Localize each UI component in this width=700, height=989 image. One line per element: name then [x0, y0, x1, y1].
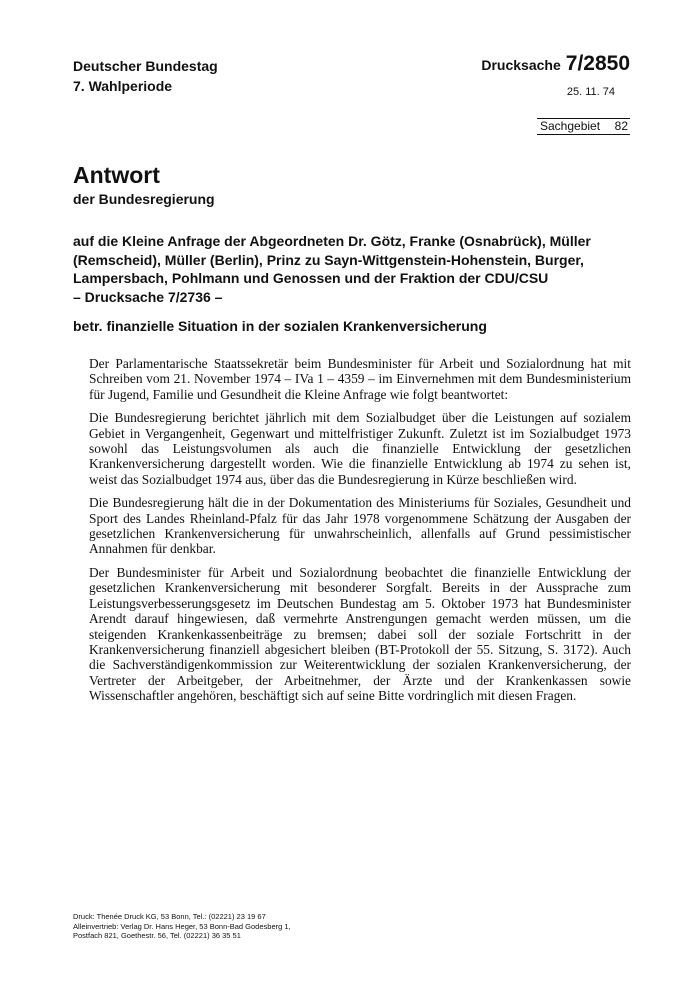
- sachgebiet-number: 82: [614, 119, 628, 133]
- printer-footer: [73, 912, 291, 941]
- document-title: Antwort: [73, 162, 160, 188]
- drucksache-row: [470, 52, 630, 76]
- body-paragraph: Die Bundesregierung hält die in der Dokumentation des Ministeriums für Soziales, Gesundheit und Sport des Landes Rheinland-Pfalz für das Jahr 1978 vorgenommene Schätzung der Ausgaben der gesetzlichen Krankenversicherung für unwahrscheinlich, allenfalls auf Grund pessimistischer Annahmen für denkbar.: [89, 495, 631, 557]
- anfrage-line: Lampersbach, Pohlmann und Genossen und der Fraktion der CDU/CSU: [73, 270, 549, 286]
- body-paragraph: Der Bundesminister für Arbeit und Sozialordnung beobachtet die finanzielle Entwicklung der gesetzlichen Krankenversicherung mit besonderer Sorgfalt. Bereits in der Aussprache zum Leistungsverbesserungsgesetz im Deutschen Bundestag am 5. Oktober 1973 hat Bundesminister Arendt darauf hingewiesen, daß vermehrte Anstrengungen gemacht werden müssen, um die steigenden Krankenkassenbeiträge zu bremsen; dabei soll der soziale Fortschritt in der Krankenversicherung finanziell abgesichert bleiben (BT-Protokoll der 55. Sitzung, S. 3172). Auch die Sachverständigenkommission zur Weiterentwicklung der sozialen Krankenversicherung, der Vertreter der Arbeitgeber, der Arbeitnehmer, der Ärzte und der Krankenkassen sowie Wissenschaftler angehören, beschäftigt sich auf seine Bitte vordringlich mit diesen Fragen.: [89, 564, 631, 704]
- legislative-period: 7. Wahlperiode: [73, 78, 173, 94]
- drucksache-number: 7/2850: [565, 52, 630, 75]
- institution-name: Deutscher Bundestag: [73, 58, 218, 74]
- sachgebiet-box: [537, 118, 630, 135]
- anfrage-line: auf die Kleine Anfrage der Abgeordneten Dr. Götz, Franke (Osnabrück), Müller: [73, 233, 591, 249]
- footer-line: Alleinvertrieb: Verlag Dr. Hans Heger, 53 Bonn-Bad Godesberg 1,: [73, 921, 291, 931]
- document-date: 25. 11. 74: [566, 86, 615, 98]
- sachgebiet-label: Sachgebiet: [540, 119, 601, 133]
- drucksache-label: Drucksache: [481, 57, 561, 73]
- betreff-line: betr. finanzielle Situation in der sozialen Krankenversicherung: [73, 318, 487, 334]
- anfrage-heading: [73, 232, 633, 306]
- document-header-right: [470, 52, 630, 98]
- document-header-left: [73, 56, 218, 96]
- anfrage-line: (Remscheid), Müller (Berlin), Prinz zu Sayn-Wittgenstein-Hohenstein, Burger,: [73, 251, 584, 268]
- body-paragraph: Die Bundesregierung berichtet jährlich mit dem Sozialbudget über die Leistungen auf sozialem Gebiet in Vergangenheit, Gegenwart und mittelfristiger Zukunft. Zuletzt ist im Sozialbudget 1973 sowohl das Leistungsvolumen als auch die finanzielle Entwicklung der gesetzlichen Krankenversicherung dargestellt worden. Wie die finanzielle Entwicklung ab 1974 zu sehen ist, weist das Sozialbudget 1974 aus, über das die Bundesregierung in Kürze beschließen wird.: [89, 410, 631, 487]
- footer-line: Postfach 821, Goethestr. 56, Tel. (02221) 36 35 51: [73, 931, 241, 940]
- anfrage-line: – Drucksache 7/2736 –: [73, 288, 223, 305]
- answer-body: [89, 356, 631, 712]
- footer-line: Druck: Thenée Druck KG, 53 Bonn, Tel.: (02221) 23 19 67: [73, 912, 266, 921]
- document-subtitle: der Bundesregierung: [73, 191, 215, 207]
- body-paragraph: Der Parlamentarische Staatssekretär beim Bundesminister für Arbeit und Sozialordnung hat mit Schreiben vom 21. November 1974 – IVa 1 – 4359 – im Einvernehmen mit dem Bundesministerium für Jugend, Familie und Gesundheit die Kleine Anfrage wie folgt beantwortet:: [89, 356, 631, 402]
